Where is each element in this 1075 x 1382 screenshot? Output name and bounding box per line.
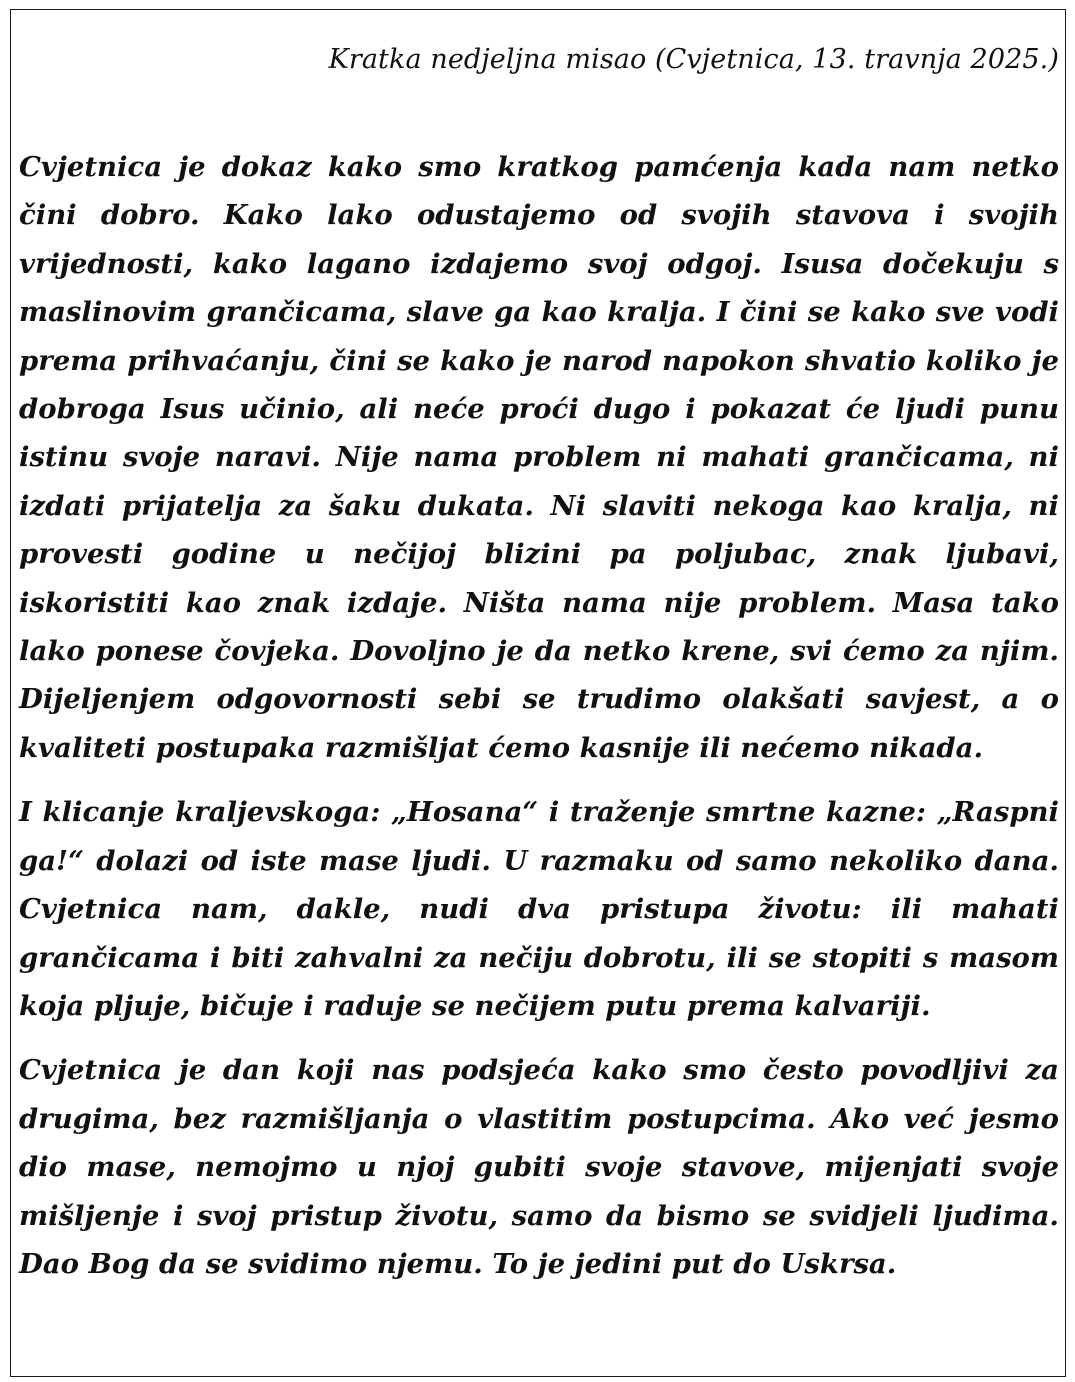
paragraph-3: Cvjetnica je dan koji nas podsjeća kako smo često povodljivi za drugima, bez razmišljanja o vlastitim postupcima. Ako već jesmo dio mase, nemojmo u njoj gubiti svoje stavove, mijenjati svoje mišljenje i svoj pristup životu, samo da bismo se svidjeli ljudima. Dao Bog da se svidimo njemu. To je jedini put do Uskrsa. bbox=[19, 1054, 1059, 1280]
document-body bbox=[19, 143, 1059, 1304]
paragraph-2: I klicanje kraljevskoga: „Hosana“ i traženje smrtne kazne: „Raspni ga!“ dolazi od iste mase ljudi. U razmaku od samo nekoliko dana. Cvjetnica nam, dakle, nudi dva pristupa životu: ili mahati grančicama i biti zahvalni za nečiju dobrotu, ili se stopiti s masom koja pljuje, bičuje i raduje se nečijem putu prema kalvariji. bbox=[19, 796, 1059, 1022]
paragraph-1: Cvjetnica je dokaz kako smo kratkog pamćenja kada nam netko čini dobro. Kako lako odustajemo od svojih stavova i svojih vrijednosti, kako lagano izdajemo svoj odgoj. Isusa dočekuju s maslinovim grančicama, slave ga kao kralja. I čini se kako sve vodi prema prihvaćanju, čini se kako je narod napokon shvatio koliko je dobroga Isus učinio, ali neće proći dugo i pokazat će ljudi punu istinu svoje naravi. Nije nama problem ni mahati grančicama, ni izdati prijatelja za šaku dukata. Ni slaviti nekoga kao kralja, ni provesti godine u nečijoj blizini pa poljubac, znak ljubavi, iskoristiti kao znak izdaje. Ništa nama nije problem. Masa tako lako ponese čovjeka. Dovoljno je da netko krene, svi ćemo za njim. Dijeljenjem odgovornosti sebi se trudimo olakšati savjest, a o kvaliteti postupaka razmišljat ćemo kasnije ili nećemo nikada. bbox=[19, 151, 1059, 764]
page-title: Kratka nedjeljna misao (Cvjetnica, 13. travnja 2025.) bbox=[328, 44, 1059, 75]
